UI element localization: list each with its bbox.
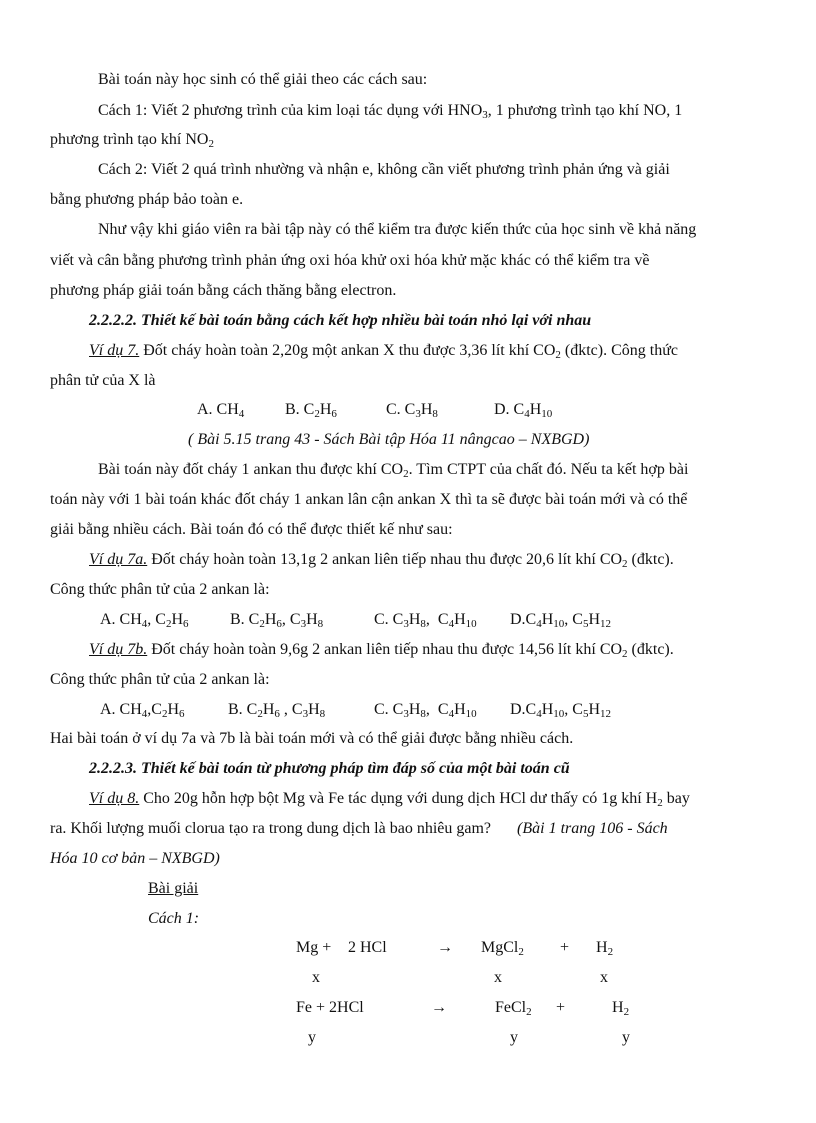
- subscript: 3: [300, 618, 307, 630]
- bt-line-1: [98, 460, 688, 480]
- subscript: 2: [314, 408, 320, 420]
- eq2-y3: y: [622, 1029, 630, 1046]
- subscript: 5: [582, 618, 589, 630]
- subscript: 8: [317, 618, 324, 630]
- subscript: 2: [622, 648, 628, 660]
- vd8-line-3: Hóa 10 cơ bản – NXBGD): [50, 850, 220, 867]
- vd7a-line-2: Công thức phân tử của 2 ankan là:: [50, 581, 270, 598]
- eq1-x1: x: [312, 969, 320, 986]
- cach1-label: Cách 1:: [148, 910, 200, 927]
- text: , 1 phương trình tạo khí NO, 1: [487, 102, 683, 119]
- subscript: 10: [465, 618, 477, 630]
- eq1-mg: Mg +: [296, 939, 332, 956]
- option-c: [386, 400, 438, 420]
- subscript: 4: [141, 618, 148, 630]
- cach1-line-2: [50, 130, 214, 150]
- vd7-line-2: phân tử của X là: [50, 372, 156, 389]
- text: Cách 1: Viết 2 phương trình của kim loại tác dụng với HNO: [98, 102, 483, 119]
- subscript: 4: [536, 618, 542, 630]
- subscript: 10: [553, 618, 565, 630]
- subscript: 3: [403, 618, 409, 630]
- subscript: 8: [319, 708, 326, 720]
- subscript: 2: [526, 1006, 532, 1018]
- hai-bai-toan-line: Hai bài toán ở ví dụ 7a và 7b là bài toán mới và có thể giải được bằng nhiều cách.: [50, 730, 574, 747]
- subscript: 5: [582, 708, 589, 720]
- cach2-line-2: bằng phương pháp bảo toàn e.: [50, 191, 244, 208]
- option-7b-b: B. $C_2H_6$ , $C_3H_8$: [228, 701, 326, 720]
- subscript: 2: [657, 797, 663, 809]
- subscript: 8: [420, 708, 426, 720]
- eq1-mgcl2: [481, 938, 524, 958]
- vd7a-line-1: [89, 550, 674, 570]
- example-label: Ví dụ 7b.: [89, 641, 148, 658]
- subscript: 2: [259, 618, 265, 630]
- nhuvay-line-2: viết và cân bằng phương trình phản ứng oxi hóa khử oxi hóa khử mặc khác có thể kiểm tra về: [50, 252, 650, 269]
- cach1-line-1: [98, 101, 682, 121]
- subscript: 10: [553, 708, 565, 720]
- option-7a-b: B. $C_2H_6$, $C_3H_8$: [230, 611, 324, 630]
- subscript: 4: [536, 708, 542, 720]
- text: (đktc).: [627, 551, 674, 568]
- text: Đốt cháy hoàn toàn 13,1g 2 ankan liên tiếp nhau thu được 20,6 lít khí CO: [147, 551, 623, 568]
- bai-giai-heading: Bài giải: [148, 880, 199, 897]
- text: H: [596, 939, 608, 956]
- subscript: 6: [276, 618, 282, 630]
- vd7-source: ( Bài 5.15 trang 43 - Sách Bài tập Hóa 11 nângcao – NXBGD): [188, 431, 590, 448]
- subscript: 2: [623, 1006, 630, 1018]
- subscript: 2: [403, 468, 409, 480]
- option-7a-a: A. $CH_4$, $C_2H_6$: [100, 611, 189, 630]
- example-label: Ví dụ 7.: [89, 342, 140, 359]
- text: phương trình tạo khí NO: [50, 131, 209, 148]
- option-7a-d: $D.C_4H_{10}$, $C_5H_{12}$: [510, 611, 612, 630]
- option-7a-c: C. $C_3H_8$, $C_4H_{10}$: [374, 611, 477, 630]
- vd7b-line-2: Công thức phân tử của 2 ankan là:: [50, 671, 270, 688]
- eq1-h2: [596, 938, 613, 958]
- section-heading-2222: 2.2.2.2. Thiết kế bài toán bằng cách kết hợp nhiều bài toán nhỏ lại với nhau: [89, 312, 592, 329]
- subscript: 3: [403, 708, 409, 720]
- option-d: [494, 400, 552, 420]
- subscript: 2: [165, 618, 172, 630]
- eq2-fe: Fe + 2HCl: [296, 999, 364, 1016]
- text: C. C: [386, 401, 416, 418]
- subscript: 6: [331, 408, 337, 420]
- text: A. CH: [197, 401, 239, 418]
- subscript: 6: [274, 708, 280, 720]
- subscript: 2: [555, 349, 561, 361]
- text: Đốt cháy hoàn toàn 2,20g một ankan X thu được 3,36 lít khí CO: [139, 342, 556, 359]
- subscript: 12: [600, 618, 612, 630]
- example-label: Ví dụ 7a.: [89, 551, 148, 568]
- bt-line-2: toán này với 1 bài toán khác đốt cháy 1 ankan lân cận ankan X thì ta sẽ được bài toán mới và có thể: [50, 491, 688, 508]
- eq2-h2: [612, 998, 629, 1018]
- subscript: 6: [179, 708, 185, 720]
- text: B. C: [285, 401, 315, 418]
- eq2-plus: +: [556, 999, 566, 1016]
- subscript: 2: [208, 138, 214, 150]
- subscript: 4: [448, 618, 455, 630]
- subscript: 2: [518, 946, 524, 958]
- text: Cho 20g hỗn hợp bột Mg và Fe tác dụng với dung dịch HCl dư thấy có 1g khí H: [139, 790, 658, 807]
- text: D. C: [494, 401, 525, 418]
- text: bay: [662, 790, 690, 807]
- option-7b-c: C. $C_3H_8$, $C_4H_{10}$: [374, 701, 477, 720]
- option-7b-d: $D.C_4H_{10}$, $C_5H_{12}$: [510, 701, 612, 720]
- text: Đốt cháy hoàn toàn 9,6g 2 ankan liên tiếp nhau thu được 14,56 lít khí CO: [147, 641, 623, 658]
- subscript: 2: [257, 708, 263, 720]
- bt-line-3: giải bằng nhiều cách. Bài toán đó có thể được thiết kế như sau:: [50, 521, 453, 538]
- text: (đktc).: [627, 641, 674, 658]
- text: H: [319, 401, 332, 418]
- vd8-line-1: [89, 789, 690, 809]
- text: . Tìm CTPT của chất đó. Nếu ta kết hợp bài: [408, 461, 689, 478]
- eq2-y1: y: [308, 1029, 316, 1046]
- eq1-plus: +: [560, 939, 570, 956]
- text: Bài toán này đốt cháy 1 ankan thu được khí CO: [98, 461, 404, 478]
- subscript: 4: [448, 708, 455, 720]
- intro-line: Bài toán này học sinh có thể giải theo các cách sau:: [98, 71, 428, 88]
- option-b: [285, 400, 337, 420]
- subscript: 3: [482, 109, 488, 121]
- text: ra. Khối lượng muối clorua tạo ra trong dung dịch là bao nhiêu gam?: [50, 820, 492, 837]
- subscript: 8: [432, 408, 438, 420]
- eq1-arrow: →: [437, 939, 453, 956]
- subscript: 4: [238, 408, 245, 420]
- subscript: 8: [420, 618, 426, 630]
- eq1-x3: x: [600, 969, 608, 986]
- text: FeCl: [495, 999, 527, 1016]
- text: MgCl: [481, 939, 519, 956]
- subscript: 2: [161, 708, 168, 720]
- vd7-line-1: [89, 341, 678, 361]
- eq1-x2: x: [494, 969, 502, 986]
- eq2-fecl2: [495, 998, 532, 1018]
- text: H: [529, 401, 542, 418]
- subscript: 3: [302, 708, 309, 720]
- subscript: 6: [183, 618, 189, 630]
- text: H: [420, 401, 433, 418]
- cach2-line-1: Cách 2: Viết 2 quá trình nhường và nhận e, không cần viết phương trình phản ứng và giải: [98, 161, 670, 178]
- example-label: Ví dụ 8.: [89, 790, 140, 807]
- nhuvay-line-1: Như vậy khi giáo viên ra bài tập này có thể kiểm tra được kiến thức của học sinh về khả năng: [98, 221, 697, 238]
- vd8-line-2: [50, 819, 668, 839]
- subscript: 4: [141, 708, 148, 720]
- text: (đktc). Công thức: [560, 342, 678, 359]
- subscript: 3: [415, 408, 421, 420]
- subscript: 12: [600, 708, 612, 720]
- option-a: [197, 400, 244, 420]
- option-7b-a: A. $CH_4,C_2H_6$: [100, 701, 185, 720]
- nhuvay-line-3: phương pháp giải toán bằng cách thăng bằng electron.: [50, 282, 397, 299]
- subscript: 4: [524, 408, 530, 420]
- eq1-hcl: 2 HCl: [348, 939, 387, 956]
- eq2-y2: y: [510, 1029, 518, 1046]
- source-ref: (Bài 1 trang 106 - Sách: [517, 820, 668, 837]
- section-heading-2223: 2.2.2.3. Thiết kế bài toán từ phương pháp tìm đáp số của một bài toán cũ: [89, 760, 570, 777]
- subscript: 2: [622, 558, 628, 570]
- eq2-arrow: →: [431, 999, 447, 1016]
- subscript: 10: [465, 708, 477, 720]
- vd7b-line-1: [89, 640, 674, 660]
- text: H: [612, 999, 624, 1016]
- subscript: 10: [541, 408, 553, 420]
- subscript: 2: [607, 946, 614, 958]
